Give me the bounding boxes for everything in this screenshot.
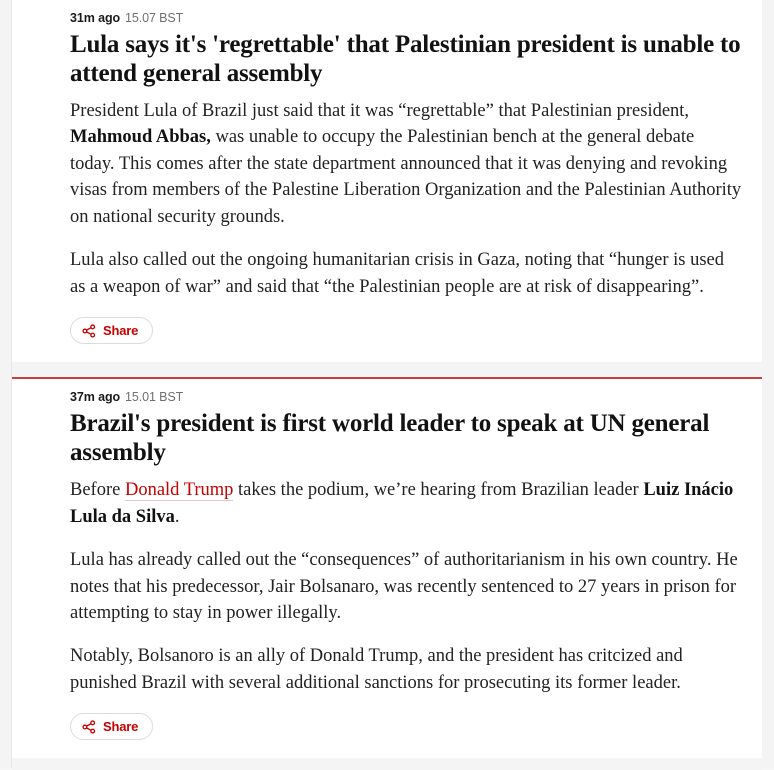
share-row — [70, 317, 742, 362]
text-run: Lula also called out the ongoing humanitarian crisis in Gaza, noting that “hunger is used as a weapon of war” and said that “the Palestinian people are at risk of disappearing”. — [70, 250, 725, 297]
live-blog-column — [11, 0, 762, 768]
text-run: Lula has already called out the “consequences” of authoritarianism in his own country. He notes that his predecessor, Jair Bolsanaro, was recently sentenced to 27 years in prison for attempting to stay in power illegally. — [70, 550, 738, 623]
share-button[interactable] — [70, 713, 153, 740]
post-headline[interactable]: Lula says it's 'regrettable' that Palestinian president is unable to attend general assembly — [70, 31, 741, 87]
post-clock-time: 15.07 BST — [125, 11, 184, 25]
text-run: . — [174, 506, 180, 527]
bottom-separator-band — [12, 758, 762, 770]
post-relative-time: 31m ago — [70, 11, 121, 25]
share-button-label: Share — [103, 323, 139, 339]
post-paragraph — [70, 547, 742, 626]
share-icon — [82, 720, 96, 734]
post-paragraph — [70, 643, 742, 696]
text-run: President Lula of Brazil just said that it was “regrettable” that Palestinian president, — [70, 101, 690, 121]
live-blog-post — [12, 379, 762, 758]
post-separator-band — [12, 362, 762, 377]
share-button[interactable] — [70, 317, 153, 344]
text-run-bold: Mahmoud Abbas, — [70, 127, 211, 148]
donald-trump-link[interactable]: Donald Trump — [124, 480, 234, 501]
post-paragraph — [70, 477, 742, 530]
post-paragraph — [70, 247, 742, 300]
text-run: was unable to occupy the Palestinian bench at the general debate today. This comes after the state department announced that it was denying and revoking visas from members of the Palestine Liberation Organization and the Palestinian Authority on national security grounds. — [70, 127, 742, 227]
post-timestamp-row — [70, 0, 742, 26]
text-run: Notably, Bolsanoro is an ally of Donald Trump, and the president has critcized and punished Brazil with several additional sanctions for prosecuting its former leader. — [70, 646, 683, 693]
post-paragraph — [70, 98, 742, 230]
share-icon — [82, 324, 96, 338]
text-run: takes the podium, we’re hearing from Brazilian leader — [233, 480, 644, 501]
post-relative-time: 37m ago — [70, 390, 121, 405]
text-run: Before — [70, 480, 125, 501]
live-blog-post — [12, 0, 762, 362]
post-timestamp-row — [70, 379, 742, 405]
post-headline[interactable]: Brazil's president is first world leader to speak at UN general assembly — [70, 410, 710, 467]
share-row — [70, 713, 742, 758]
post-clock-time: 15.01 BST — [125, 390, 184, 405]
text-run-bold: Luiz Inácio Lula da Silva — [70, 480, 734, 527]
share-button-label: Share — [103, 719, 139, 735]
